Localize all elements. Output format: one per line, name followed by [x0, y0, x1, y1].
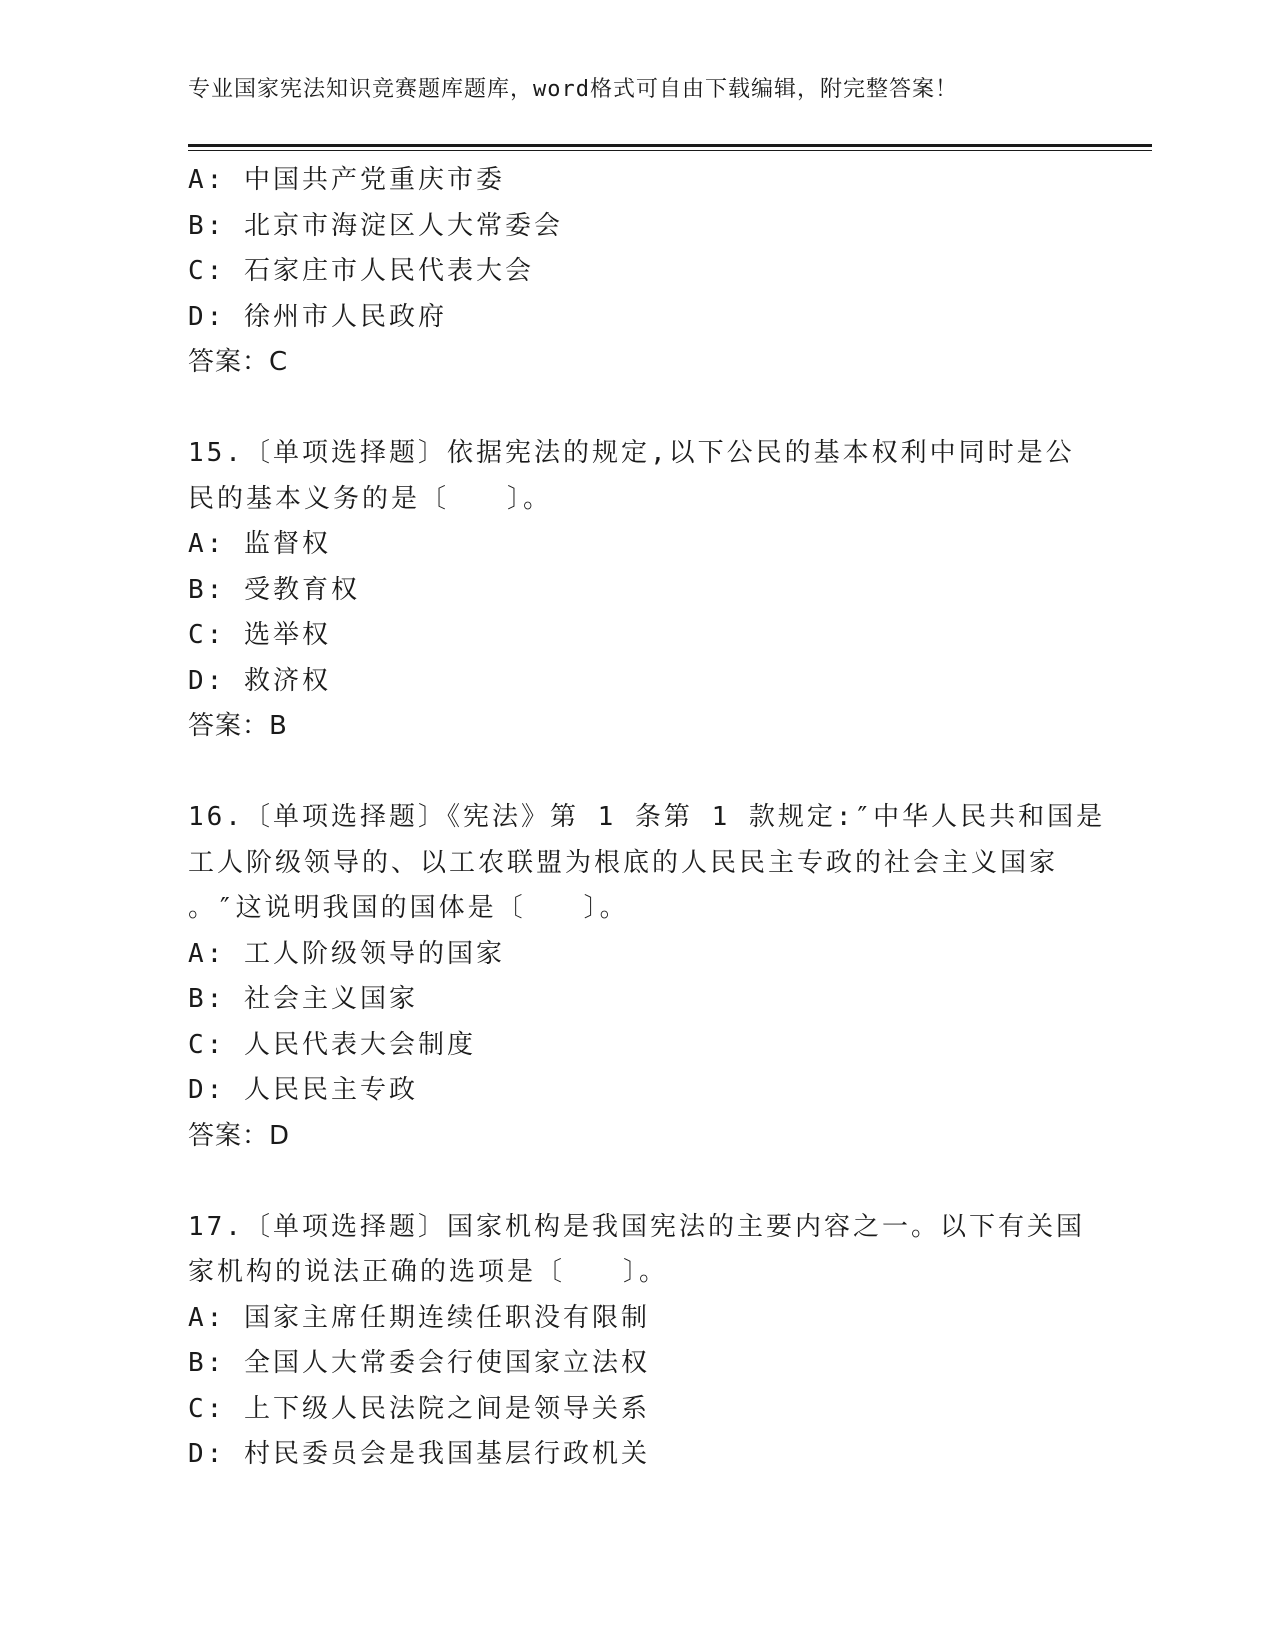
option-d: D: 人民民主专政 — [188, 1075, 418, 1105]
question-text: 家机构的说法正确的选项是〔 〕。 — [188, 1257, 669, 1287]
option-b: B: 社会主义国家 — [188, 984, 418, 1014]
spacer — [188, 1159, 1108, 1205]
question-15 — [188, 431, 1108, 750]
option-b: B: 全国人大常委会行使国家立法权 — [188, 1348, 650, 1378]
answer-line: 答案：D — [188, 1120, 291, 1151]
answer-line: 答案：C — [188, 347, 289, 377]
header-rule-thick — [188, 144, 1152, 147]
answer-line: 答案：B — [188, 711, 288, 741]
option-c: C: 选举权 — [188, 620, 331, 650]
question-text: 16.〔单项选择题〕《宪法》第 1 条第 1 款规定:″中华人民共和国是 — [188, 802, 1106, 832]
option-c: C: 人民代表大会制度 — [188, 1029, 476, 1060]
question-14-continued — [188, 158, 1108, 386]
option-d: D: 徐州市人民政府 — [188, 301, 447, 332]
option-d: D: 救济权 — [188, 665, 331, 696]
document-body — [188, 158, 1108, 1478]
option-a: A: 监督权 — [188, 529, 331, 559]
question-text: 工人阶级领导的、以工农联盟为根底的人民民主专政的社会主义国家 — [188, 847, 1059, 878]
option-b: B: 北京市海淀区人大常委会 — [188, 210, 563, 241]
spacer — [188, 386, 1108, 432]
question-text: 17.〔单项选择题〕国家机构是我国宪法的主要内容之一。以下有关国 — [188, 1211, 1085, 1242]
option-a: A: 国家主席任期连续任职没有限制 — [188, 1302, 650, 1333]
spacer — [188, 750, 1108, 796]
option-a: A: 工人阶级领导的国家 — [188, 938, 505, 969]
question-16 — [188, 795, 1108, 1159]
option-b: B: 受教育权 — [188, 574, 360, 605]
question-text: 15.〔单项选择题〕依据宪法的规定,以下公民的基本权利中同时是公 — [188, 438, 1075, 468]
option-d: D: 村民委员会是我国基层行政机关 — [188, 1439, 650, 1469]
option-a: A: 中国共产党重庆市委 — [188, 165, 505, 195]
header-rule-thin — [188, 150, 1152, 151]
question-17 — [188, 1205, 1108, 1478]
option-c: C: 石家庄市人民代表大会 — [188, 256, 534, 286]
question-text: 民的基本义务的是〔 〕。 — [188, 483, 553, 514]
option-c: C: 上下级人民法院之间是领导关系 — [188, 1393, 650, 1424]
page-header: 专业国家宪法知识竞赛题库题库，word格式可自由下载编辑，附完整答案！ — [188, 77, 958, 102]
question-text: 。″这说明我国的国体是〔 〕。 — [188, 893, 629, 923]
